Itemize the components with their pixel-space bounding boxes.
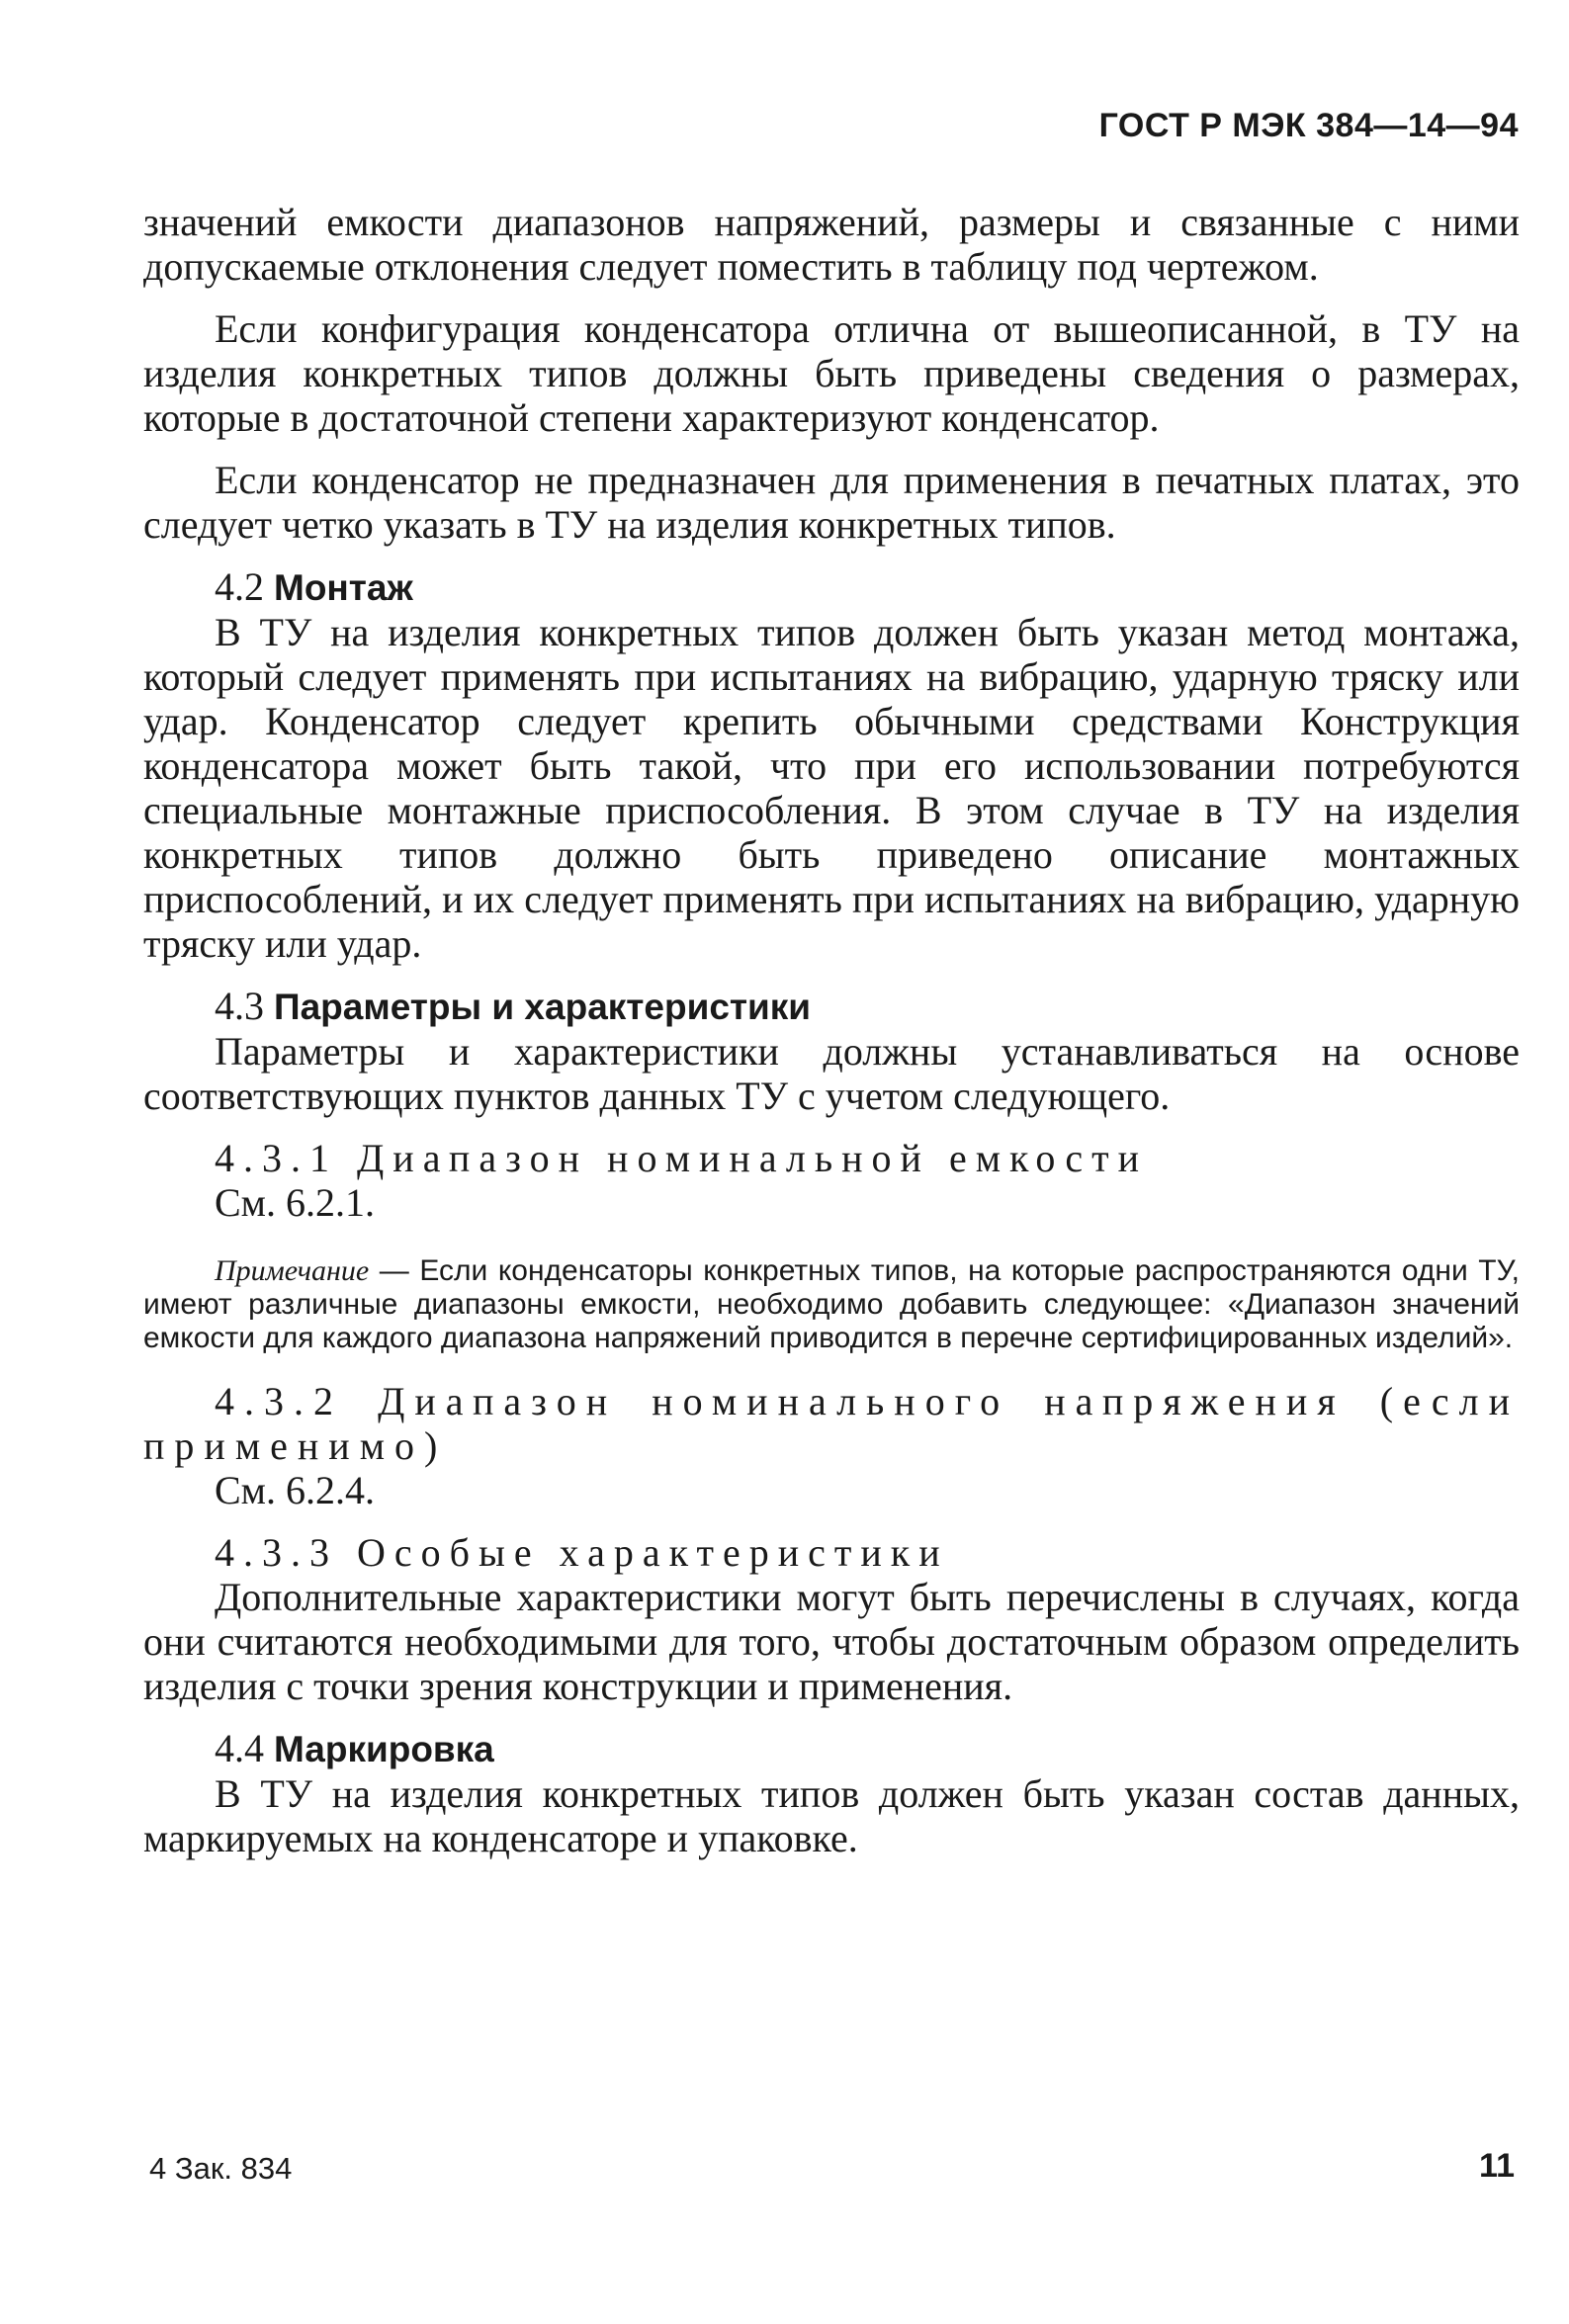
section-4-3-1-reference: См. 6.2.1.: [215, 1180, 375, 1225]
section-4-3-3-text: Дополнительные характеристики могут быть перечислены в случаях, когда они считаются необходимыми для того, чтобы достаточным образом определить изделия с точки зрения конструкции и применения.: [143, 1575, 1520, 1708]
section-4-3-2-reference: См. 6.2.4.: [215, 1468, 375, 1512]
order-number: 4 Зак. 834: [149, 2151, 293, 2186]
section-4-3-heading: [143, 984, 1520, 1029]
section-4-3-3-heading: 4.3.3 Особые характеристики: [215, 1530, 949, 1575]
section-4-4-text: В ТУ на изделия конкретных типов должен быть указан состав данных, маркируемых на конденсаторе и упаковке.: [143, 1771, 1520, 1860]
section-4-3-text: Параметры и характеристики должны устанавливаться на основе соответствующих пунктов данных ТУ с учетом следующего.: [143, 1029, 1520, 1118]
section-number: 4.3: [215, 984, 264, 1028]
section-title: Маркировка: [274, 1729, 494, 1769]
section-4-2-heading: [143, 564, 1520, 610]
section-title: Монтаж: [274, 567, 413, 608]
body-text: [143, 200, 1520, 1860]
section-number: 4.2: [215, 564, 264, 609]
section-4-2-text: В ТУ на изделия конкретных типов должен быть указан метод монтажа, который следует применять при испытаниях на вибрацию, ударную тряску или удар. Конденсатор следует крепить обычными средствами Конструкция конденсатора может быть такой, что при его использовании потребуются специальные монтажные приспособления. В этом случае в ТУ на изделия конкретных типов должно быть приведено описание монтажных приспособлений, и их следует применять при испытаниях на вибрацию, ударную тряску или удар.: [143, 610, 1520, 966]
section-4-4-heading: [143, 1726, 1520, 1771]
paragraph-printed-boards: Если конденсатор не предназначен для применения в печатных платах, это следует четко указать в ТУ на изделия конкретных типов.: [143, 458, 1520, 547]
section-number: 4.4: [215, 1726, 264, 1770]
section-4-3-1-heading: 4.3.1 Диапазон номинальной емкости: [215, 1136, 1149, 1180]
note-text: — Если конденсаторы конкретных типов, на которые распространяются одни ТУ, имеют различные диапазоны емкости, необходимо добавить следующее: «Диапазон значений емкости для каждого диапазона напряжений приводится в перечне сертифицированных изделий».: [143, 1254, 1520, 1354]
section-title: Параметры и характеристики: [274, 987, 812, 1027]
standard-code: ГОСТ Р МЭК 384—14—94: [1098, 107, 1519, 144]
page-number: 11: [1479, 2147, 1515, 2185]
paragraph-continuation: значений емкости диапазонов напряжений, размеры и связанные с ними допускаемые отклонения следует поместить в таблицу под чертежом.: [143, 200, 1520, 289]
note: [143, 1254, 1520, 1355]
note-label: Примечание: [215, 1254, 370, 1287]
section-4-3-2-heading: 4.3.2 Диапазон номинального напряжения (если применимо): [143, 1379, 1520, 1468]
paragraph-configuration: Если конфигурация конденсатора отлична от вышеописанной, в ТУ на изделия конкретных типов должны быть приведены сведения о размерах, которые в достаточной степени характеризуют конденсатор.: [143, 306, 1520, 440]
